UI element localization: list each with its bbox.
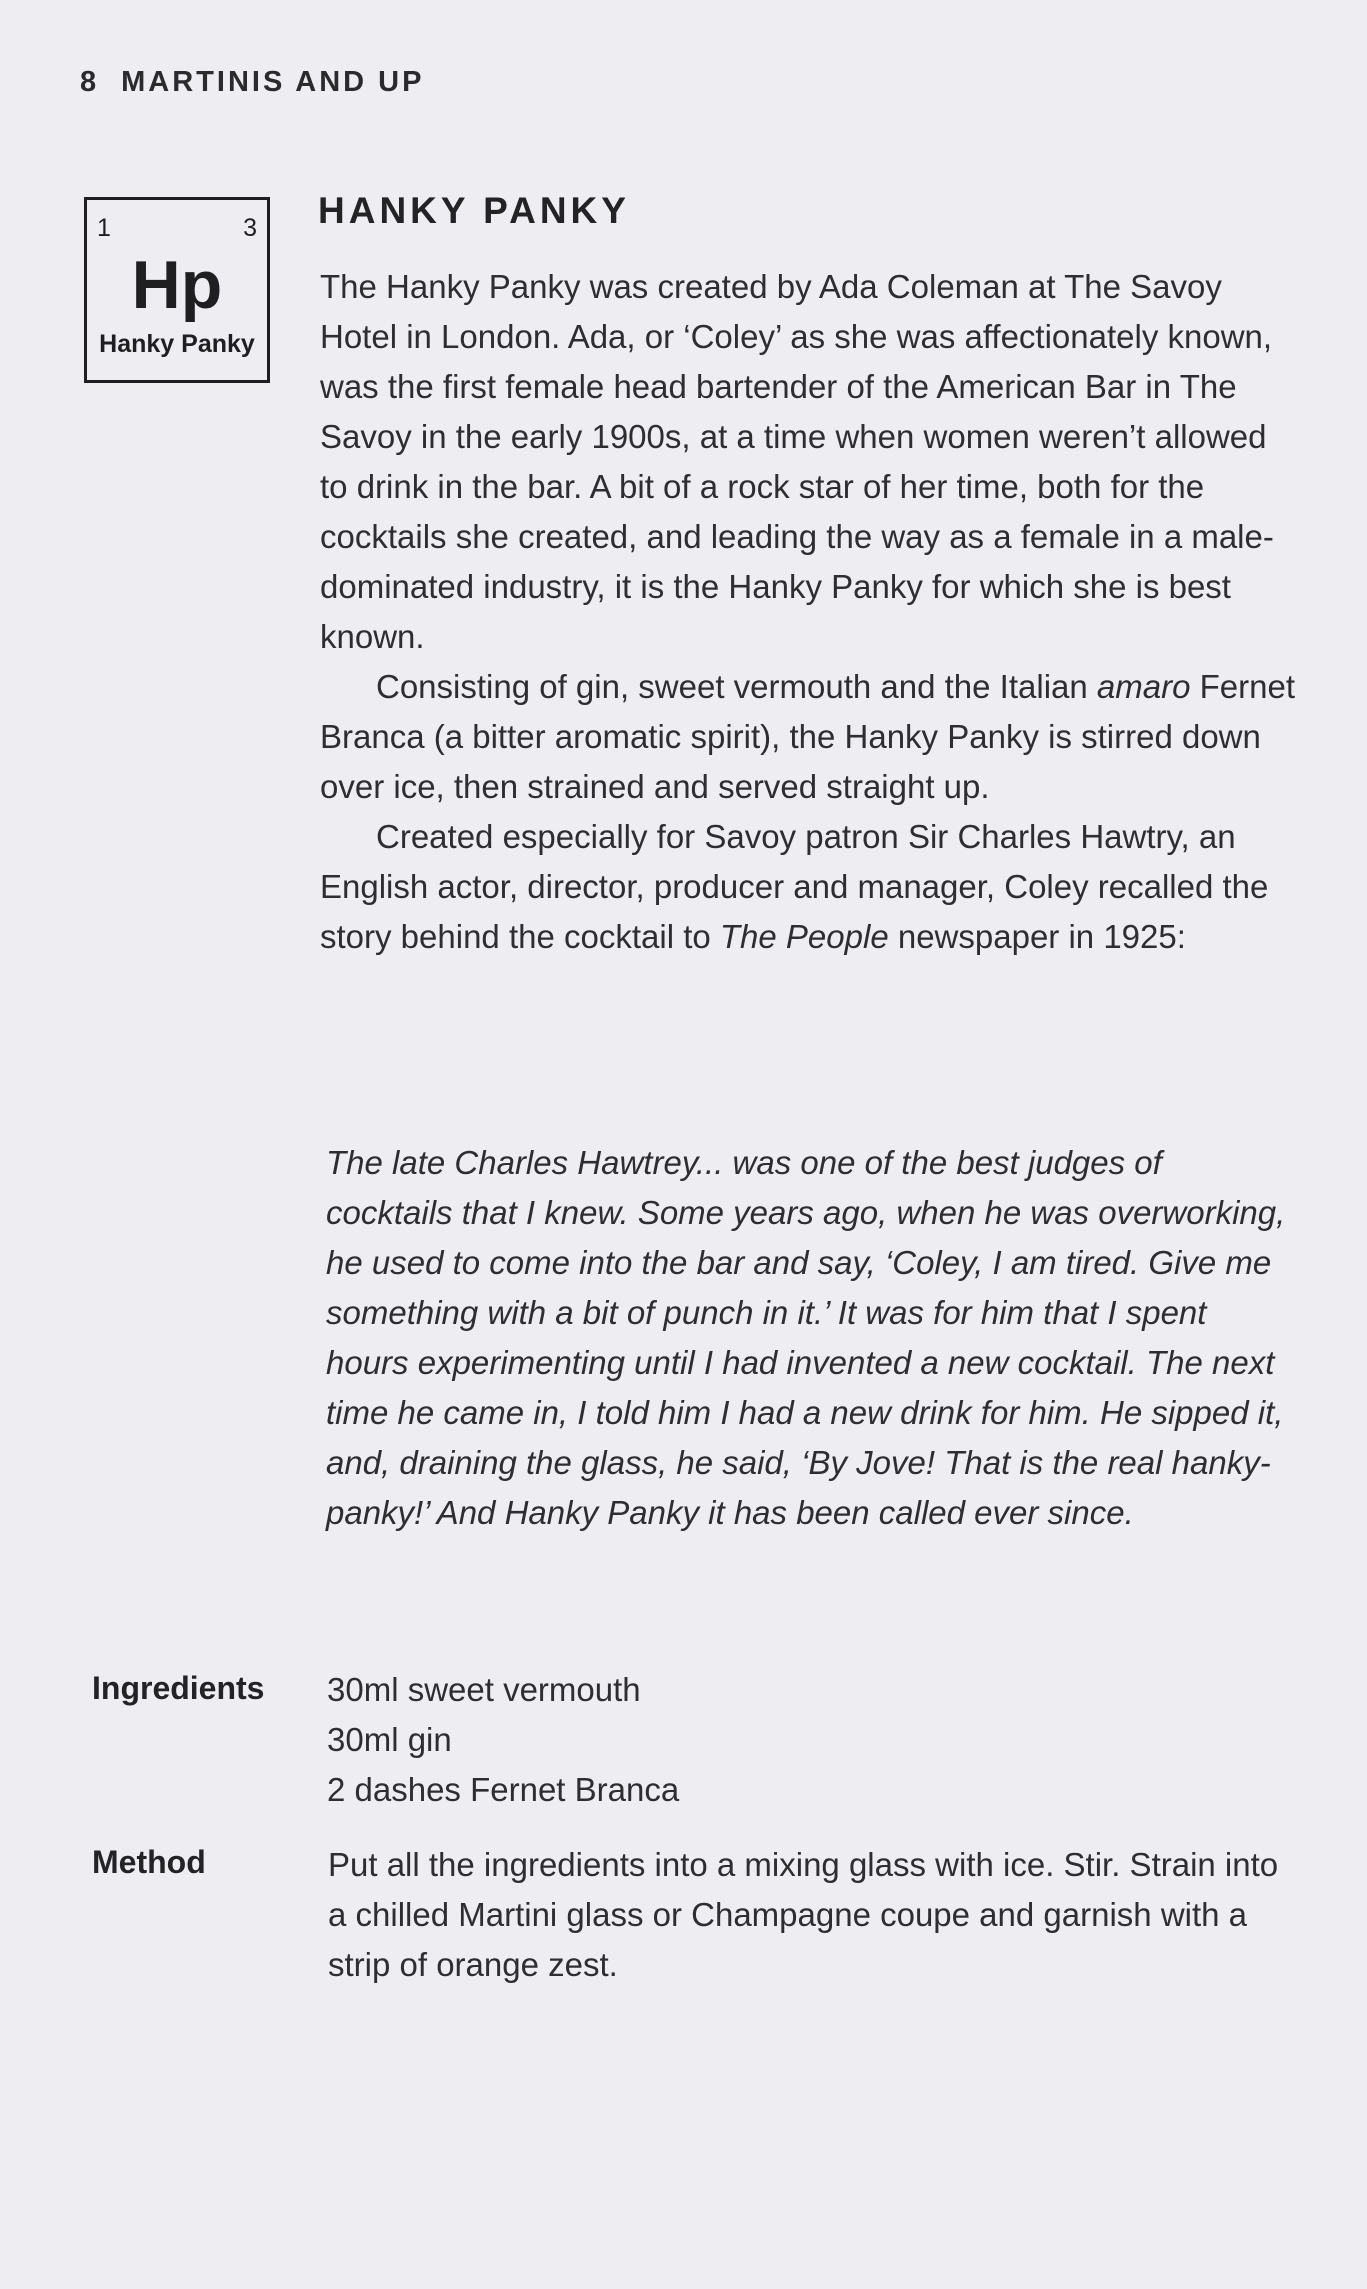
intro-paragraph-3 <box>320 812 1295 962</box>
ingredient-item: 30ml sweet vermouth <box>327 1671 641 1708</box>
p2-italic-term: amaro <box>1096 668 1191 705</box>
intro-paragraph-2 <box>320 662 1295 812</box>
ingredient-item: 30ml gin <box>327 1721 452 1758</box>
method-label: Method <box>92 1844 206 1880</box>
tile-symbol: Hp <box>131 247 223 323</box>
block-quote <box>326 1138 1286 1538</box>
ingredients-label: Ingredients <box>92 1670 265 1706</box>
p3-text-after: newspaper in 1925: <box>888 918 1186 955</box>
recipe-title: HANKY PANKY <box>318 190 630 231</box>
section-title: MARTINIS AND UP <box>121 66 425 98</box>
ingredient-item: 2 dashes Fernet Branca <box>327 1771 680 1808</box>
intro-text <box>320 262 1295 962</box>
tile-number-left: 1 <box>97 214 111 242</box>
method-text <box>328 1840 1288 1990</box>
running-head <box>80 66 424 99</box>
periodic-element-tile <box>84 197 270 383</box>
tile-number-right: 3 <box>243 214 257 242</box>
page-number: 8 <box>80 66 100 98</box>
method-paragraph: Put all the ingredients into a mixing glass with ice. Stir. Strain into a chilled Martini glass or Champagne coupe and garnish with a strip of orange zest. <box>328 1846 1279 1983</box>
intro-paragraph-1: The Hanky Panky was created by Ada Coleman at The Savoy Hotel in London. Ada, or ‘Coley’ as she was affectionately known, was the first female head bartender of the American Bar in The Savoy in the early 1900s, at a time when women weren’t allowed to drink in the bar. A bit of a rock star of her time, both for the cocktails she created, and leading the way as a female in a male-dominated industry, it is the Hanky Panky for which she is best known. <box>320 268 1274 655</box>
p2-text-before: Consisting of gin, sweet vermouth and the Italian <box>376 668 1097 705</box>
ingredients-list <box>327 1665 1227 1815</box>
quote-text: The late Charles Hawtrey... was one of the best judges of cocktails that I knew. Some years ago, when he was overworking, he used to come into the bar and say, ‘Coley, I am tired. Give me something with a bit of punch in it.’ It was for him that I spent hours experimenting until I had invented a new cocktail. The next time he came in, I told him I had a new drink for him. He sipped it, and, draining the glass, he said, ‘By Jove! That is the real hanky-panky!’ And Hanky Panky it has been called ever since. <box>326 1144 1286 1531</box>
tile-name: Hanky Panky <box>99 330 255 358</box>
p2-text-after: Fernet Branca (a bitter aromatic spirit), the Hanky Panky is stirred down over ice, then strained and served straight up. <box>320 668 1296 805</box>
p3-text-before: Created especially for Savoy patron Sir Charles Hawtry, an English actor, director, producer and manager, Coley recalled the story behind the cocktail to <box>320 818 1269 955</box>
p3-italic-title: The People <box>719 918 889 955</box>
